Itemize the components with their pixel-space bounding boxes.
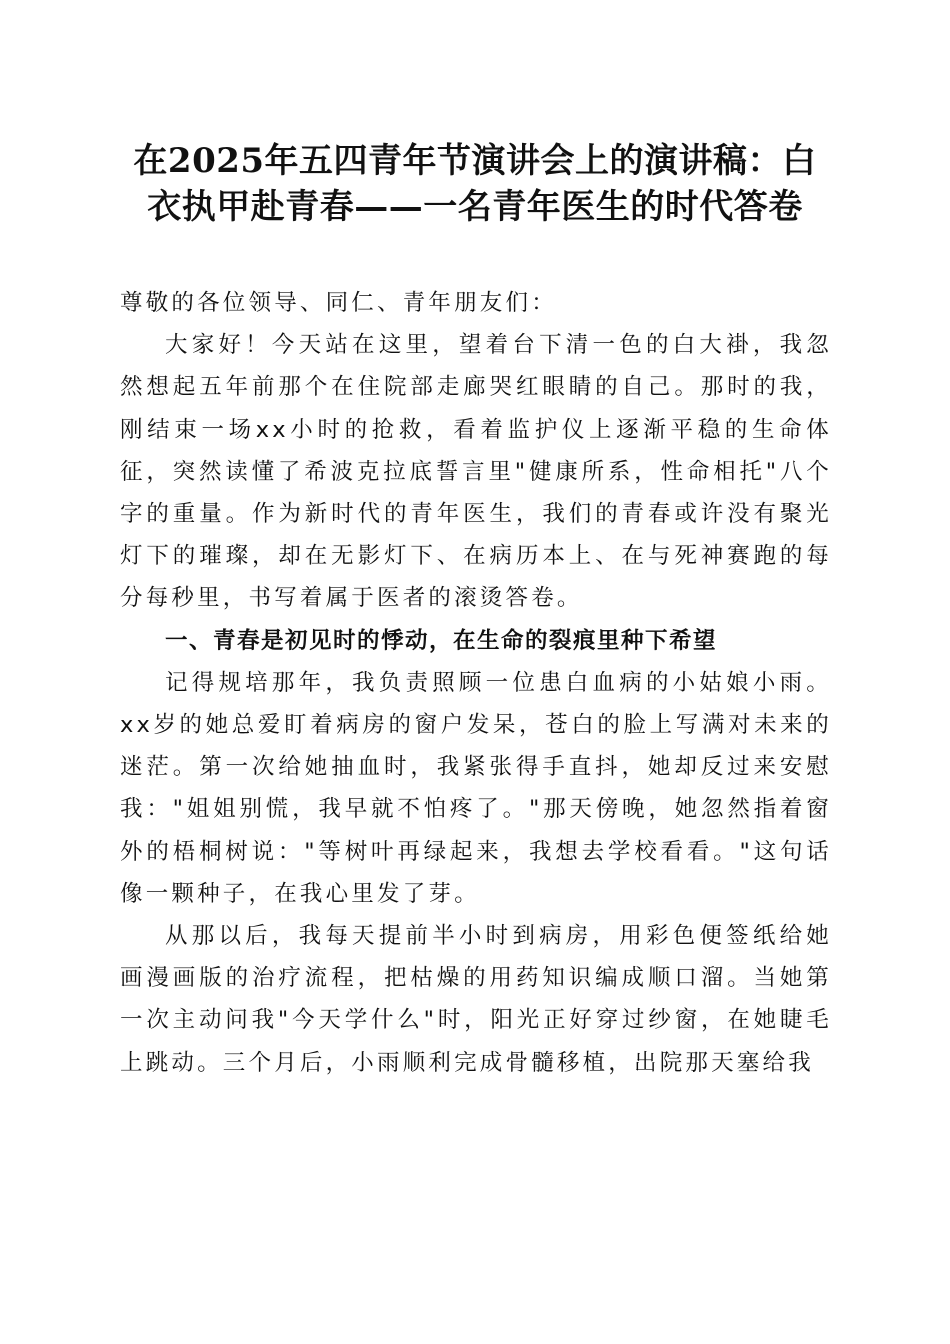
section-heading-1: 一、青春是初见时的悸动，在生命的裂痕里种下希望 <box>165 627 718 654</box>
section-1-paragraph-2: 从那以后，我每天提前半小时到病房，用彩色便签纸给她画漫画版的治疗流程，把枯燥的用药知识编成顺口溜。当她第一次主动问我"今天学什么"时，阳光正好穿过纱窗，在她睫毛上跳动。三个月后，小雨顺利完成骨髓移植，出院那天塞给我 <box>120 923 832 1076</box>
document-body <box>120 282 832 1084</box>
opening-paragraph: 大家好！今天站在这里，望着台下清一色的白大褂，我忽然想起五年前那个在住院部走廊哭红眼睛的自己。那时的我，刚结束一场xx小时的抢救，看着监护仪上逐渐平稳的生命体征，突然读懂了希波克拉底誓言里"健康所系，性命相托"八个字的重量。作为新时代的青年医生，我们的青春或许没有聚光灯下的璀璨，却在无影灯下、在病历本上、在与死神赛跑的每分每秒里，书写着属于医者的滚烫答卷。 <box>120 332 832 612</box>
title-line-2: 衣执甲赴青春——一名青年医生的时代答卷 <box>147 187 803 227</box>
salutation: 尊敬的各位领导、同仁、青年朋友们： <box>120 290 557 316</box>
section-1-paragraph-1: 记得规培那年，我负责照顾一位患白血病的小姑娘小雨。xx岁的她总爱盯着病房的窗户发呆，苍白的脸上写满对未来的迷茫。第一次给她抽血时，我紧张得手直抖，她却反过来安慰我："姐姐别慌，我早就不怕疼了。"那天傍晚，她忽然指着窗外的梧桐树说："等树叶再绿起来，我想去学校看看。"这句话像一颗种子，在我心里发了芽。 <box>120 669 832 907</box>
page-title <box>100 138 850 230</box>
title-line-1: 在2025年五四青年节演讲会上的演讲稿：白 <box>133 141 817 181</box>
